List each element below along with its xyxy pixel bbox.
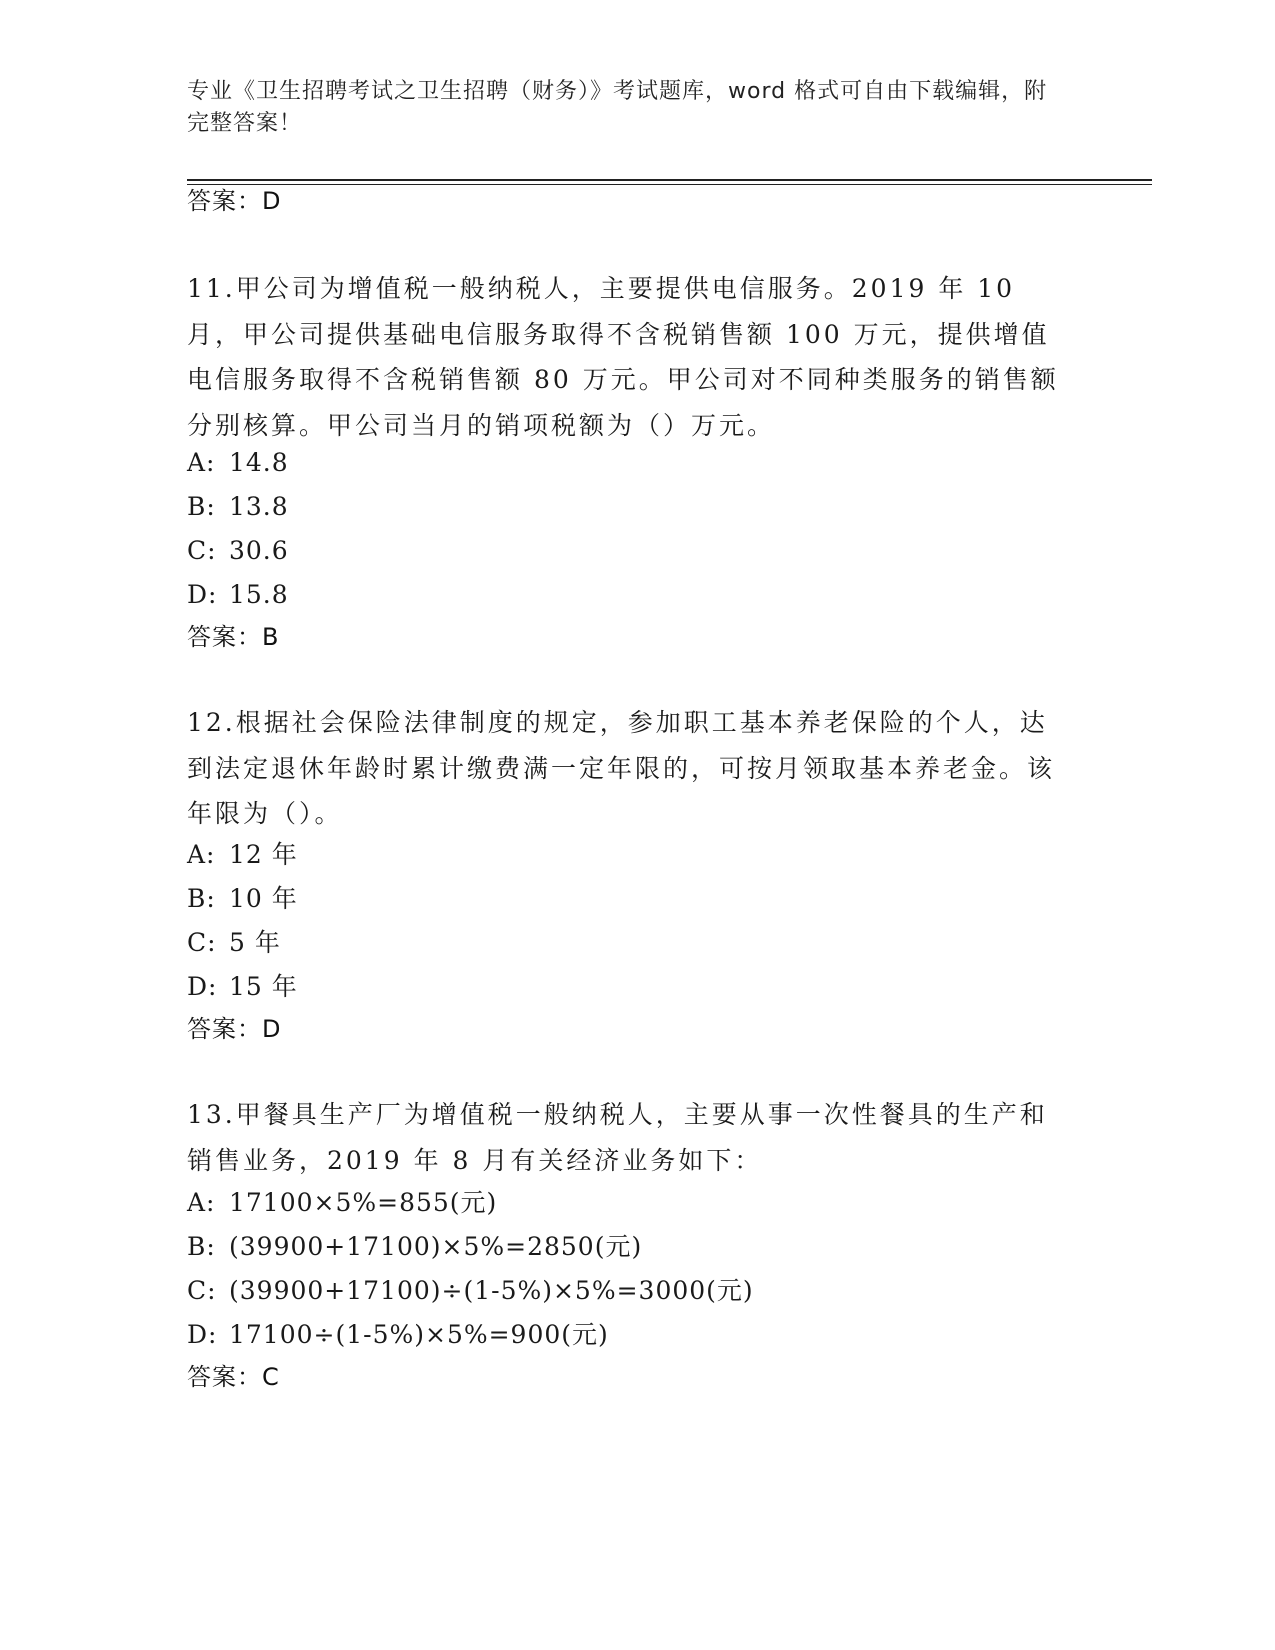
option-value: (39900+17100)÷(1-5%)×5%=3000(元) xyxy=(229,1276,754,1305)
option-value: (39900+17100)×5%=2850(元) xyxy=(229,1232,643,1261)
option-letter: B: xyxy=(187,492,216,521)
option-value: 12 年 xyxy=(229,840,298,869)
option-value: 30.6 xyxy=(229,536,289,565)
option-letter: C: xyxy=(187,1276,217,1305)
option-value: 10 年 xyxy=(229,884,298,913)
option-letter: B: xyxy=(187,884,216,913)
option-value: 5 年 xyxy=(229,928,281,957)
header-divider-thick xyxy=(187,179,1152,181)
document-header: 专业《卫生招聘考试之卫生招聘（财务）》考试题库，word 格式可自由下载编辑，附完整答案！ xyxy=(187,79,1048,136)
option-letter: D: xyxy=(187,972,218,1001)
option-letter: D: xyxy=(187,580,218,609)
question-13-text: 13.甲餐具生产厂为增值税一般纳税人，主要从事一次性餐具的生产和销售业务，2019 年 8 月有关经济业务如下： xyxy=(187,1100,1048,1175)
option-value: 14.8 xyxy=(229,448,289,477)
option-letter: A: xyxy=(187,1188,216,1217)
previous-answer: 答案：D xyxy=(187,187,282,215)
option-value: 15.8 xyxy=(229,580,289,609)
option-letter: B: xyxy=(187,1232,216,1261)
question-11-text: 11.甲公司为增值税一般纳税人，主要提供电信服务。2019 年 10 月，甲公司提供基础电信服务取得不含税销售额 100 万元，提供增值电信服务取得不含税销售额 80 万元。甲公司对不同种类服务的销售额分别核算。甲公司当月的销项税额为（）万元。 xyxy=(187,274,1059,440)
option-letter: D: xyxy=(187,1320,218,1349)
question-13-answer: 答案：C xyxy=(187,1363,280,1391)
option-value: 15 年 xyxy=(229,972,298,1001)
option-letter: A: xyxy=(187,448,216,477)
question-11-option-b xyxy=(187,492,289,522)
question-12-text: 12.根据社会保险法律制度的规定，参加职工基本养老保险的个人，达到法定退休年龄时累计缴费满一定年限的，可按月领取基本养老金。该年限为（）。 xyxy=(187,708,1056,828)
option-letter: C: xyxy=(187,928,217,957)
question-13-option-b xyxy=(187,1232,642,1262)
option-value: 13.8 xyxy=(229,492,289,521)
question-13-option-a xyxy=(187,1188,497,1218)
question-11-option-c xyxy=(187,536,289,566)
question-11-answer: 答案：B xyxy=(187,623,280,651)
option-value: 17100×5%=855(元) xyxy=(229,1188,498,1217)
question-12-option-a xyxy=(187,840,298,870)
option-letter: C: xyxy=(187,536,217,565)
question-12-option-d xyxy=(187,972,298,1002)
question-11-option-d xyxy=(187,580,289,610)
header-divider-thin xyxy=(187,184,1152,185)
question-13-option-c xyxy=(187,1276,754,1306)
question-12-option-c xyxy=(187,928,281,958)
question-12-option-b xyxy=(187,884,298,914)
question-12-answer: 答案：D xyxy=(187,1015,282,1043)
option-value: 17100÷(1-5%)×5%=900(元) xyxy=(229,1320,609,1349)
question-11-option-a xyxy=(187,448,289,478)
option-letter: A: xyxy=(187,840,216,869)
question-13-option-d xyxy=(187,1320,609,1350)
